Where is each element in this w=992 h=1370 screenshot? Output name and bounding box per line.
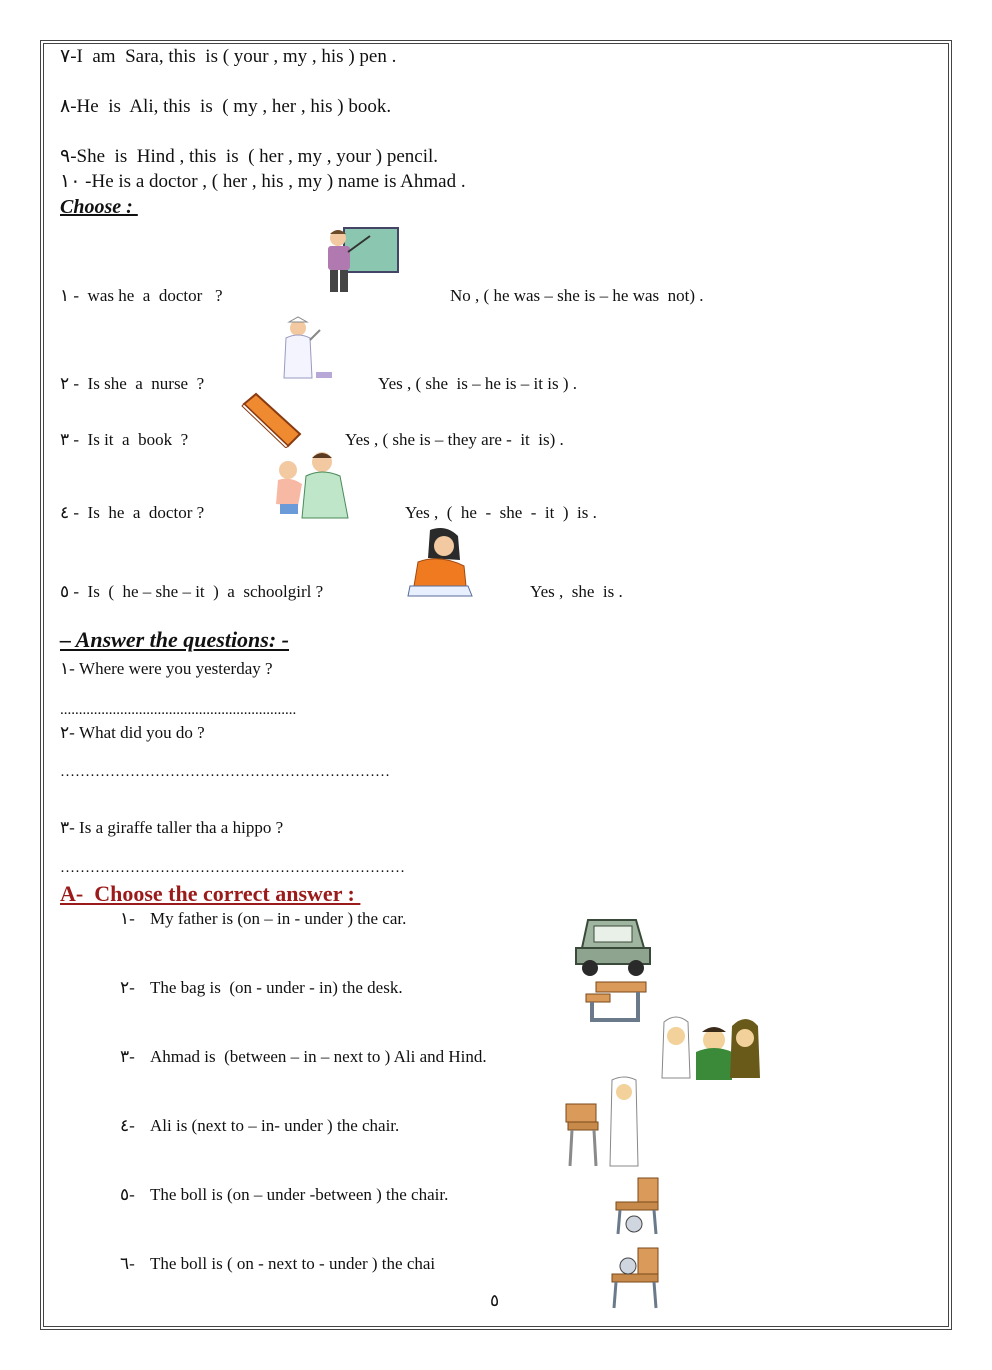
answer-q2: ٢- What did you do ? bbox=[60, 723, 205, 742]
choose-a1: No , ( he was – she is – he was not) . bbox=[450, 286, 704, 305]
choose-a3: Yes , ( she is – they are - it is) . bbox=[345, 430, 564, 449]
man-chair-image bbox=[562, 1074, 648, 1170]
choose-q1: ١ - was he a doctor ? bbox=[60, 286, 223, 305]
teacher-image bbox=[308, 224, 402, 296]
section-a-heading: A- Choose the correct answer : bbox=[60, 881, 361, 906]
nurse-image bbox=[276, 312, 336, 384]
ball-on-chair-image bbox=[604, 1244, 662, 1310]
answer-line-3[interactable]: …………………………………………………………… bbox=[60, 860, 405, 876]
a-item-1-text: My father is (on – in - under ) the car. bbox=[150, 909, 407, 928]
choose-q4: ٤ - Is he a doctor ? bbox=[60, 503, 205, 522]
a-item-5-number: ٥- bbox=[120, 1185, 135, 1204]
sentence-8: ٨-He is Ali, this is ( my , her , his ) book. bbox=[60, 96, 392, 117]
a-item-4-number: ٤- bbox=[120, 1116, 135, 1135]
answer-q3: ٣- Is a giraffe taller tha a hippo ? bbox=[60, 818, 284, 837]
a-item-2-text: The bag is (on - under - in) the desk. bbox=[150, 978, 403, 997]
a-item-4-text: Ali is (next to – in- under ) the chair. bbox=[150, 1116, 400, 1135]
a-item-3-text: Ahmad is (between – in – next to ) Ali and Hind. bbox=[150, 1047, 487, 1066]
page-number: ٥ bbox=[490, 1291, 500, 1310]
choose-q3: ٣ - Is it a book ? bbox=[60, 430, 189, 449]
a-item-3-number: ٣- bbox=[120, 1047, 135, 1066]
book-image bbox=[240, 392, 302, 448]
sentence-10: ١٠ -He is a doctor , ( her , his , my ) name is Ahmad . bbox=[60, 171, 466, 192]
doctor-image bbox=[268, 448, 352, 520]
a-item-1-number: ١- bbox=[120, 909, 135, 928]
a-item-6-number: ٦- bbox=[120, 1254, 135, 1273]
choose-q5: ٥ - Is ( he – she – it ) a schoolgirl ? bbox=[60, 582, 324, 601]
answer-line-1[interactable]: ............................................................... bbox=[60, 702, 297, 718]
answer-heading: – Answer the questions: - bbox=[60, 627, 290, 652]
choose-a2: Yes , ( she is – he is – it is ) . bbox=[378, 374, 577, 393]
answer-q1: ١- Where were you yesterday ? bbox=[60, 659, 273, 678]
choose-heading: Choose : bbox=[60, 196, 138, 218]
sentence-7: ٧-I am Sara, this is ( your , my , his ) pen . bbox=[60, 46, 397, 67]
sentence-9: ٩-She is Hind , this is ( her , my , your ) pencil. bbox=[60, 146, 439, 167]
a-item-6-text: The boll is ( on - next to - under ) the chai bbox=[150, 1254, 436, 1273]
a-item-5-text: The boll is (on – under -between ) the chair. bbox=[150, 1185, 449, 1204]
car-image bbox=[574, 914, 652, 980]
a-item-2-number: ٢- bbox=[120, 978, 135, 997]
choose-a5: Yes , she is . bbox=[530, 582, 623, 601]
three-people-image bbox=[658, 1012, 762, 1082]
desk-image bbox=[580, 980, 650, 1026]
choose-a4: Yes , ( he - she - it ) is . bbox=[405, 503, 597, 522]
choose-q2: ٢ - Is she a nurse ? bbox=[60, 374, 205, 393]
ball-under-chair-image bbox=[610, 1174, 662, 1236]
schoolgirl-image bbox=[406, 526, 476, 598]
answer-line-2[interactable]: ………………………………………………………… bbox=[60, 764, 390, 780]
